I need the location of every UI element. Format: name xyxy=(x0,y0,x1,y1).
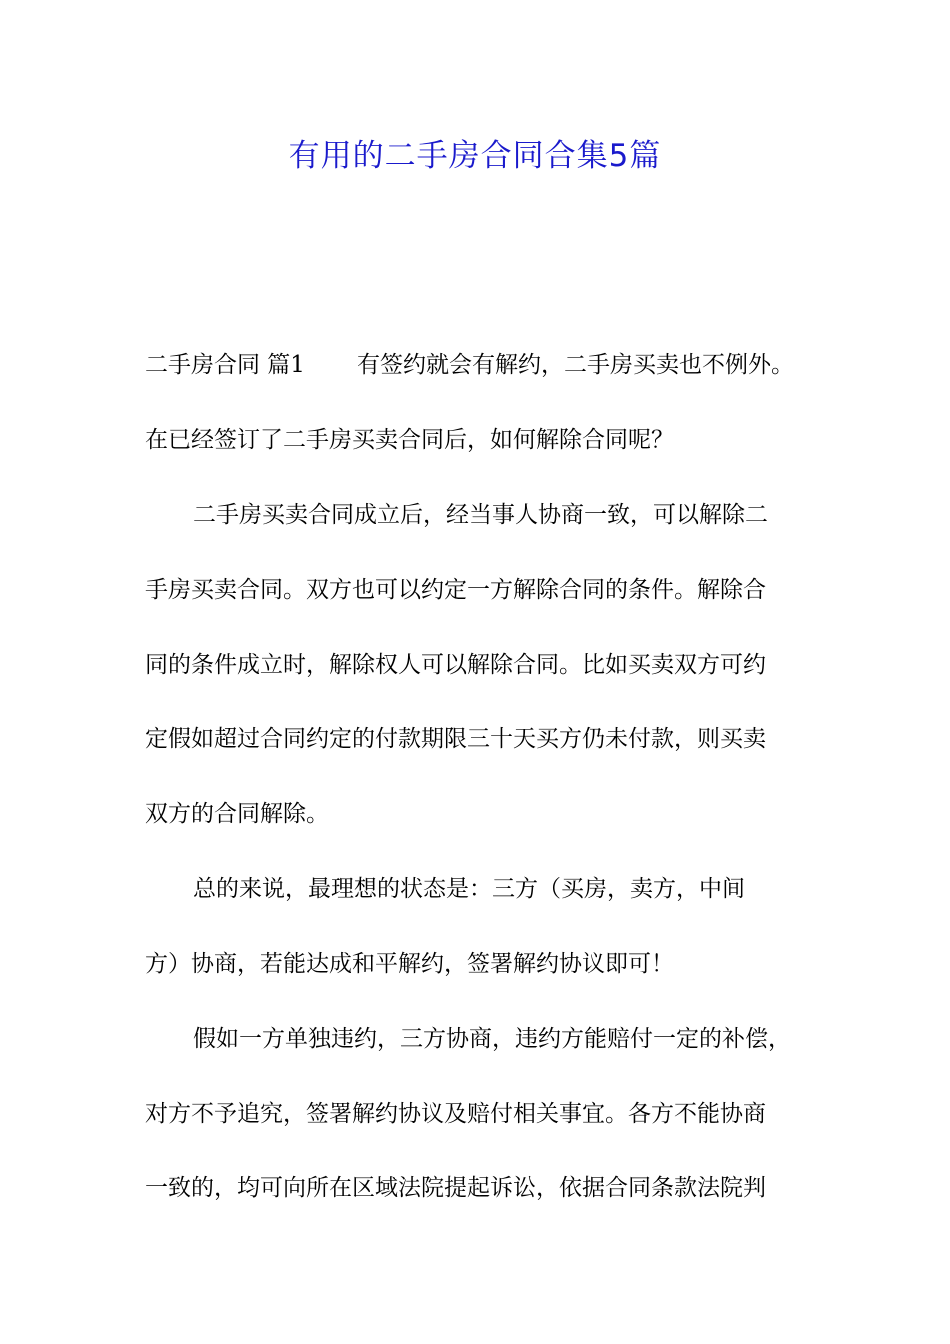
paragraph-line: 方）协商，若能达成和平解约，签署解约协议即可！ xyxy=(145,951,674,977)
paragraph-line: 定假如超过合同约定的付款期限三十天买方仍未付款，则买卖 xyxy=(145,726,766,752)
paragraph-text: 有签约就会有解约，二手房买卖也不例外。 xyxy=(356,352,794,378)
paragraph-line: 对方不予追究，签署解约协议及赔付相关事宜。各方不能协商 xyxy=(145,1101,766,1127)
paragraph-line: 在已经签订了二手房买卖合同后，如何解除合同呢？ xyxy=(145,427,674,453)
paragraph-line: 双方的合同解除。 xyxy=(145,801,329,827)
paragraph-line: 二手房买卖合同成立后，经当事人协商一致，可以解除二 xyxy=(193,502,768,528)
paragraph-line: 假如一方单独违约，三方协商，违约方能赔付一定的补偿， xyxy=(193,1026,791,1052)
paragraph-line: 同的条件成立时，解除权人可以解除合同。比如买卖双方可约 xyxy=(145,652,766,678)
document-title: 有用的二手房合同合集5篇 xyxy=(288,138,662,174)
paragraph-line: 一致的，均可向所在区域法院提起诉讼，依据合同条款法院判 xyxy=(145,1175,766,1201)
paragraph-line xyxy=(145,346,794,379)
paragraph-line: 总的来说，最理想的状态是：三方（买房，卖方，中间 xyxy=(193,876,745,902)
paragraph-line: 手房买卖合同。双方也可以约定一方解除合同的条件。解除合 xyxy=(145,577,766,603)
section-heading: 二手房合同 篇1 xyxy=(145,352,305,378)
